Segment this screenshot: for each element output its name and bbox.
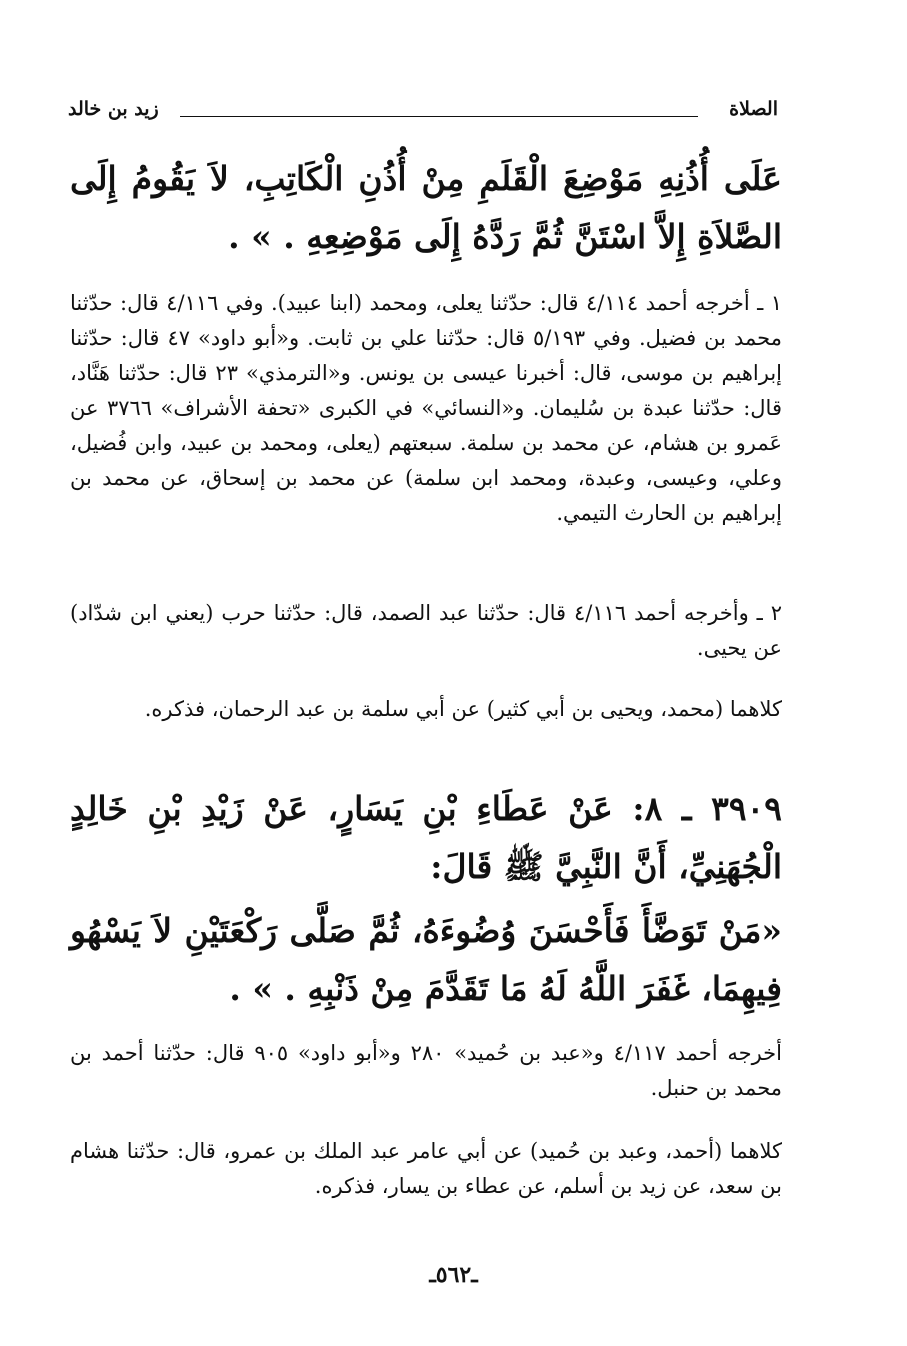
- takhrij-paragraph-1: ١ ـ أخرجه أحمد ٤/١١٤ قال: حدّثنا يعلى، ومحمد (ابنا عبيد). وفي ٤/١١٦ قال: حدّثنا محمد بن فضيل. وفي ٥/١٩٣ قال: حدّثنا علي بن ثابت. و«أبو داود» ٤٧ قال: حدّثنا إبراهيم بن موسى، قال: أخبرنا عيسى بن يونس. و«الترمذي» ٢٣ قال: حدّثنا هَنَّاد، قال: حدّثنا عبدة بن سُليمان. و«النسائي» في الكبرى «تحفة الأشراف» ٣٧٦٦ عن عَمرو بن هشام، عن محمد بن سلمة. سبعتهم (يعلى، ومحمد بن عبيد، وابن فُضيل، وعلي، وعيسى، وعبدة، ومحمد ابن سلمة) عن محمد بن إسحاق، عن محمد بن إبراهيم بن الحارث التيمي.: [70, 291, 783, 525]
- hadith-continuation: عَلَى أُذُنِهِ مَوْضِعَ الْقَلَمِ مِنْ أُذُنِ الْكَاتِبِ، لاَ يَقُومُ إِلَى الصَّلاَةِ إِلاَّ اسْتَنَّ ثُمَّ رَدَّهُ إِلَى مَوْضِعِهِ . » .: [70, 159, 782, 256]
- page-number: ـ٥٦٢ـ: [429, 1262, 478, 1288]
- header-narrator-title: زيد بن خالد: [68, 98, 159, 120]
- header-rule: [180, 116, 698, 117]
- running-header: [68, 94, 778, 130]
- takhrij-paragraph-3: كلاهما (محمد، ويحيى بن أبي كثير) عن أبي سلمة بن عبد الرحمان، فذكره.: [144, 697, 782, 721]
- takhrij-paragraph-2: ٢ ـ وأخرجه أحمد ٤/١١٦ قال: حدّثنا عبد الصمد، قال: حدّثنا حرب (يعني ابن شدّاد) عن يحيى.: [70, 601, 782, 660]
- hadith-text: «مَنْ تَوَضَّأَ فَأَحْسَنَ وُضُوءَهُ، ثُمَّ صَلَّى رَكْعَتَيْنِ لاَ يَسْهُو فِيهِمَا، غَفَرَ اللَّهُ لَهُ مَا تَقَدَّمَ مِنْ ذَنْبِهِ . » .: [70, 911, 782, 1008]
- takhrij-paragraph-5: كلاهما (أحمد، وعبد بن حُميد) عن أبي عامر عبد الملك بن عمرو، قال: حدّثنا هشام بن سعد، عن زيد بن أسلم، عن عطاء بن يسار، فذكره.: [70, 1139, 782, 1198]
- header-section-title: الصلاة: [729, 98, 778, 120]
- takhrij-paragraph-4: أخرجه أحمد ٤/١١٧ و«عبد بن حُميد» ٢٨٠ و«أبو داود» ٩٠٥ قال: حدّثنا أحمد بن محمد بن حنبل.: [70, 1041, 782, 1100]
- hadith-intro: ٣٩٠٩ ـ ٨: عَنْ عَطَاءِ بْنِ يَسَارٍ، عَنْ زَيْدِ بْنِ خَالِدٍ الْجُهَنِيِّ، أَنَّ النَّبِيَّ ﷺ قَالَ:: [70, 789, 782, 886]
